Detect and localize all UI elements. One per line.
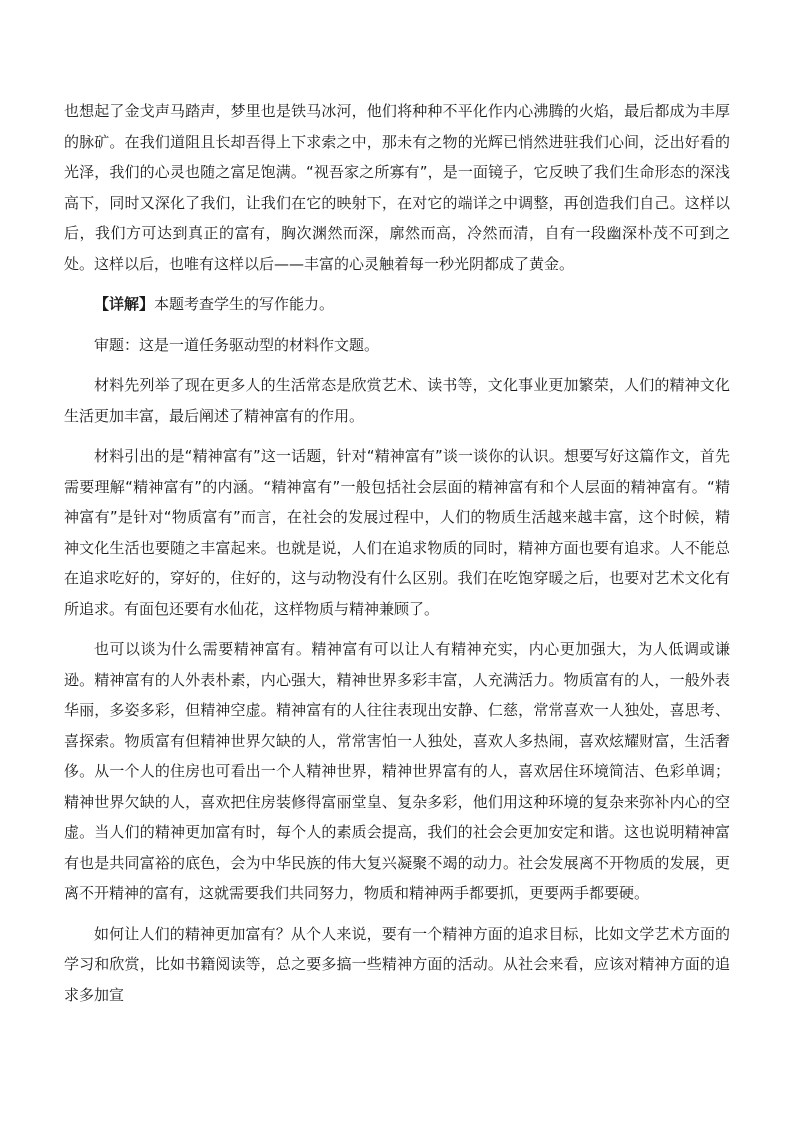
document-page — [64, 96, 730, 1010]
material-summary-paragraph: 材料先列举了现在更多人的生活常态是欣赏艺术、读书等，文化事业更加繁荣，人们的精神文化生活更加丰富，最后阐述了精神富有的作用。 — [64, 376, 730, 425]
topic-review-paragraph: 审题：这是一道任务驱动型的材料作文题。 — [94, 335, 380, 354]
topic-meaning-paragraph: 材料引出的是“精神富有”这一话题，针对“精神富有”谈一谈你的认识。想要写好这篇作文，首先需要理解“精神富有”的内涵。“精神富有”一般包括社会层面的精神富有和个人层面的精神富有。“精神富有”是针对“物质富有”而言，在社会的发展过程中，人们的物质生活越来越丰富，这个时候，精神文化生活也要随之丰富起来。也就是说，人们在追求物质的同时，精神方面也要有追求。人不能总在追求吃好的，穿好的，住好的，这与动物没有什么区别。我们在吃饱穿暖之后，也要对艺术文化有所追求。有面包还要有水仙花，这样物质与精神兼顾了。 — [64, 447, 730, 618]
analysis-heading-paragraph — [64, 289, 730, 320]
why-spiritual-wealth-paragraph: 也可以谈为什么需要精神富有。精神富有可以让人有精神充实，内心更加强大，为人低调或谦逊。精神富有的人外表朴素，内心强大，精神世界多彩丰富，人充满活力。物质富有的人，一般外表华丽，多姿多彩，但精神空虚。精神富有的人往往表现出安静、仁慈，常常喜欢一人独处，喜思考、喜探索。物质富有但精神世界欠缺的人，常常害怕一人独处，喜欢人多热闹，喜欢炫耀财富，生活奢侈。从一个人的住房也可看出一个人精神世界，精神世界富有的人，喜欢居住环境简洁、色彩单调；精神世界欠缺的人，喜欢把住房装修得富丽堂皇、复杂多彩，他们用这种环境的复杂来弥补内心的空虚。当人们的精神更加富有时，每个人的素质会提高，我们的社会会更加安定和谐。这也说明精神富有也是共同富裕的底色，会为中华民族的伟大复兴凝聚不竭的动力。社会发展离不开物质的发展，更离不开精神的富有，这就需要我们共同努力，物质和精神两手都要抓，更要两手都要硬。 — [64, 640, 730, 902]
detail-text: 本题考查学生的写作能力。 — [154, 295, 335, 313]
detail-label: 【详解】 — [94, 295, 155, 313]
essay-paragraph-ending: 也想起了金戈声马踏声，梦里也是铁马冰河，他们将种种不平化作内心沸腾的火焰，最后都成为丰厚的脉矿。在我们道阻且长却吾得上下求索之中，那未有之物的光辉已悄然进驻我们心间，泛出好看的光泽，我们的心灵也随之富足饱满。“视吾家之所寡有”，是一面镜子，它反映了我们生命形态的深浅高下，同时又深化了我们，让我们在它的映射下，在对它的端详之中调整，再创造我们自己。这样以后，我们方可达到真正的富有，胸次渊然而深，廓然而高，冷然而清，自有一段幽深朴茂不可到之处。这样以后，也唯有这样以后——丰富的心灵触着每一秒光阴都成了黄金。 — [64, 102, 730, 273]
how-to-enrich-paragraph: 如何让人们的精神更加富有？从个人来说，要有一个精神方面的追求目标，比如文学艺术方面的学习和欣赏，比如书籍阅读等，总之要多搞一些精神方面的活动。从社会来看，应该对精神方面的追求多加宣 — [64, 924, 730, 1004]
